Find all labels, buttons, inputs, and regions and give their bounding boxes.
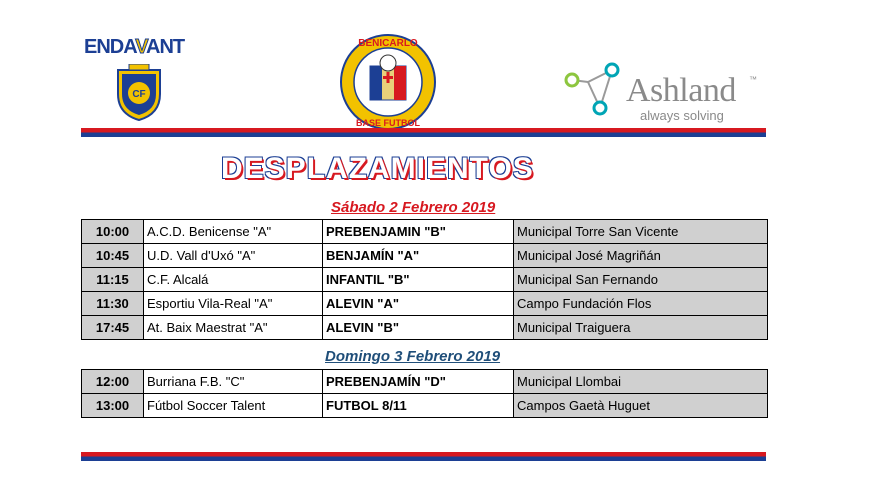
match-venue: Municipal José Magriñán [514,244,768,268]
endavant-text-before: ENDA [84,36,136,58]
endavant-text-v: V [135,36,147,58]
match-team: A.C.D. Benicense "A" [144,220,323,244]
match-team: U.D. Vall d'Uxó "A" [144,244,323,268]
table-row [82,268,768,292]
match-category: FUTBOL 8/11 [323,394,514,418]
schedule-table-saturday [81,219,768,340]
match-venue: Municipal Llombai [514,370,768,394]
schedule-table-sunday [81,369,768,418]
match-time: 11:30 [82,292,144,316]
match-venue: Campos Gaetà Huguet [514,394,768,418]
endavant-logo [80,30,195,130]
table-row [82,394,768,418]
benicarlo-crest-icon [338,32,438,132]
benicarlo-top-text: BENICARLO [358,38,418,49]
table-row [82,316,768,340]
match-team: At. Baix Maestrat "A" [144,316,323,340]
match-category: BENJAMÍN "A" [323,244,514,268]
match-category: ALEVIN "B" [323,316,514,340]
endavant-wordmark [84,36,184,59]
match-time: 17:45 [82,316,144,340]
endavant-text-after: ANT [146,36,185,58]
page-title: DESPLAZAMIENTOS [221,152,534,185]
table-row [82,292,768,316]
ashland-logo [560,60,760,124]
day-label-saturday: Sábado 2 Febrero 2019 [331,199,496,216]
day-label-sunday: Domingo 3 Febrero 2019 [325,348,501,365]
ashland-trademark: ™ [749,75,757,84]
match-venue: Municipal Traiguera [514,316,768,340]
benicarlo-bottom-text: BASE FUTBOL [356,118,420,128]
match-time: 13:00 [82,394,144,418]
match-category: PREBENJAMÍN "D" [323,370,514,394]
match-time: 12:00 [82,370,144,394]
ashland-molecule-icon [560,60,622,122]
table-row [82,370,768,394]
top-stripe [81,128,766,137]
ashland-tagline: always solving [640,108,724,123]
match-venue: Campo Fundación Flos [514,292,768,316]
ashland-name: Ashland [626,72,736,109]
match-team: Esportiu Vila-Real "A" [144,292,323,316]
match-venue: Municipal Torre San Vicente [514,220,768,244]
match-team: Burriana F.B. "C" [144,370,323,394]
match-team: Fútbol Soccer Talent [144,394,323,418]
match-team: C.F. Alcalá [144,268,323,292]
svg-text:CF: CF [132,89,146,100]
match-time: 10:00 [82,220,144,244]
match-time: 11:15 [82,268,144,292]
match-time: 10:45 [82,244,144,268]
match-venue: Municipal San Fernando [514,268,768,292]
table-row [82,244,768,268]
villarreal-crest-icon [114,64,164,122]
bottom-stripe [81,452,766,461]
match-category: INFANTIL "B" [323,268,514,292]
match-category: PREBENJAMIN "B" [323,220,514,244]
match-category: ALEVIN "A" [323,292,514,316]
table-row [82,220,768,244]
